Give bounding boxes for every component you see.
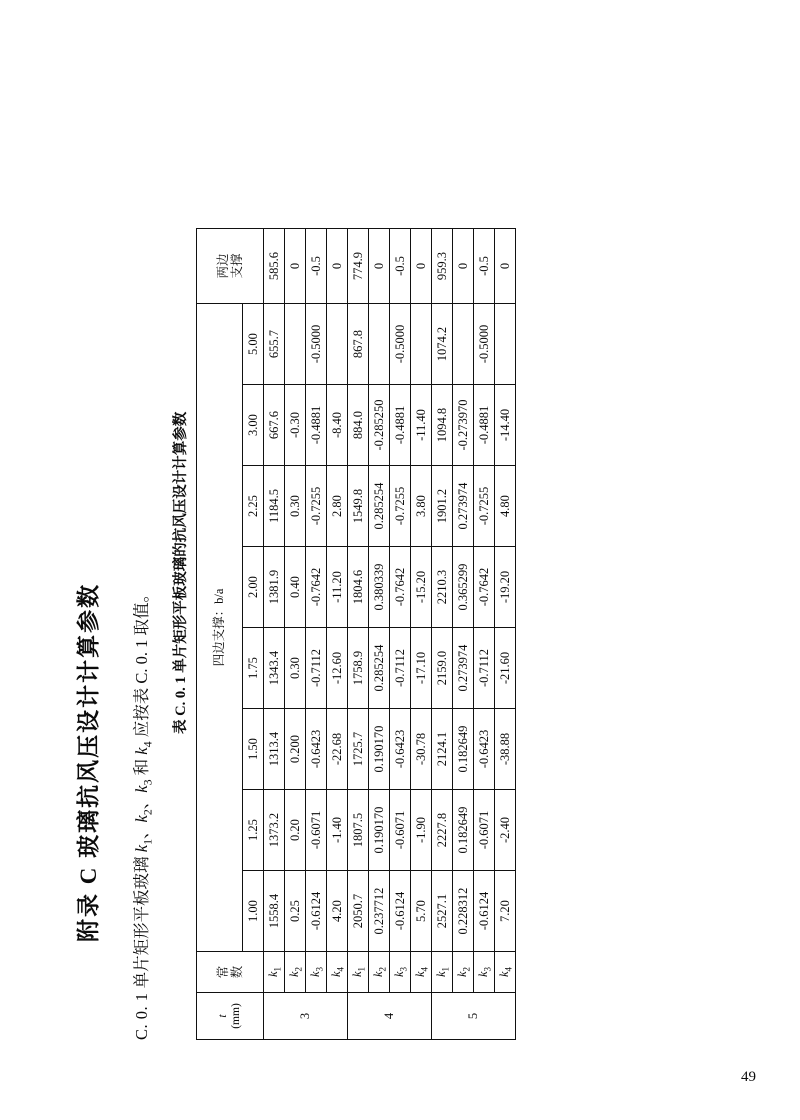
table-row [453, 229, 474, 1040]
symbol-k3: $k_3$ [132, 779, 155, 793]
cell-value: -0.6071 [306, 790, 327, 871]
cell-value: -1.90 [411, 790, 432, 871]
parameters-table-wrap [196, 228, 516, 1040]
cell-value: -0.7255 [390, 466, 411, 547]
cell-value: 0.285254 [369, 628, 390, 709]
cell-constant: $k_4$ [327, 952, 348, 993]
cell-constant: $k_3$ [474, 952, 495, 993]
header-ratio-7: 3.00 [243, 385, 264, 466]
cell-value: 0.25 [285, 871, 306, 952]
cell-value: 0.182649 [453, 790, 474, 871]
parameters-table [196, 228, 516, 1040]
cell-value: -38.88 [495, 709, 516, 790]
cell-value: 0.190170 [369, 790, 390, 871]
cell-value: 1549.8 [348, 466, 369, 547]
header-ratio-2: 1.25 [243, 790, 264, 871]
cell-value: 1807.5 [348, 790, 369, 871]
cell-value: 2.80 [327, 466, 348, 547]
cell-value: -0.7642 [474, 547, 495, 628]
cell-value [411, 304, 432, 385]
cell-value: -17.10 [411, 628, 432, 709]
cell-thickness: 4 [348, 993, 432, 1040]
appendix-title: 附录 C 玻璃抗风压设计计算参数 [76, 582, 101, 942]
cell-value: 884.0 [348, 385, 369, 466]
table-row [348, 229, 369, 1040]
cell-value: 1758.9 [348, 628, 369, 709]
cell-value: -0.6423 [306, 709, 327, 790]
cell-value: -0.7112 [390, 628, 411, 709]
cell-value: 1381.9 [264, 547, 285, 628]
cell-constant: $k_3$ [390, 952, 411, 993]
table-caption: 表 C. 0. 1 单片矩形平板玻璃的抗风压设计计算参数 [173, 411, 189, 734]
header-ratio-5: 2.00 [243, 547, 264, 628]
cell-value: -30.78 [411, 709, 432, 790]
cell-value: 0.273974 [453, 628, 474, 709]
cell-value: 0.190170 [369, 709, 390, 790]
header-ratio-1: 1.00 [243, 871, 264, 952]
cell-value: -0.7642 [390, 547, 411, 628]
cell-constant: $k_2$ [369, 952, 390, 993]
table-header-row-1 [197, 229, 243, 1040]
cell-constant: $k_4$ [495, 952, 516, 993]
cell-value: -1.40 [327, 790, 348, 871]
section-conjunction: 和 [132, 754, 151, 780]
header-thickness: t (mm) [197, 993, 264, 1040]
table-row [285, 229, 306, 1040]
cell-value: -11.40 [411, 385, 432, 466]
cell-value: 0.273974 [453, 466, 474, 547]
cell-value: -0.273970 [453, 385, 474, 466]
section-separator-2: 、 [132, 792, 151, 810]
cell-value: 655.7 [264, 304, 285, 385]
cell-value: -0.4881 [306, 385, 327, 466]
table-row [495, 229, 516, 1040]
cell-value: 1184.5 [264, 466, 285, 547]
cell-value: 2527.1 [432, 871, 453, 952]
cell-value: 5.70 [411, 871, 432, 952]
cell-value: 667.6 [264, 385, 285, 466]
cell-value: 2227.8 [432, 790, 453, 871]
cell-value: -0.5000 [306, 304, 327, 385]
cell-value: 0.40 [285, 547, 306, 628]
cell-value: 1343.4 [264, 628, 285, 709]
cell-constant: $k_2$ [453, 952, 474, 993]
cell-constant: $k_1$ [348, 952, 369, 993]
cell-thickness: 3 [264, 993, 348, 1040]
cell-value: 0.380339 [369, 547, 390, 628]
cell-value: -0.5000 [390, 304, 411, 385]
cell-value: -0.6124 [306, 871, 327, 952]
page-content [50, 60, 750, 1060]
cell-value: 1804.6 [348, 547, 369, 628]
table-row [411, 229, 432, 1040]
table-row [264, 229, 285, 1040]
cell-value: -8.40 [327, 385, 348, 466]
table-row [369, 229, 390, 1040]
cell-value: 1725.7 [348, 709, 369, 790]
cell-two-side-value: 959.3 [432, 229, 453, 304]
cell-two-side-value: 0 [327, 229, 348, 304]
cell-value: 0.30 [285, 628, 306, 709]
cell-two-side-value: 0 [411, 229, 432, 304]
cell-value: 1313.4 [264, 709, 285, 790]
cell-constant: $k_4$ [411, 952, 432, 993]
cell-value: -0.7112 [306, 628, 327, 709]
section-heading [128, 586, 155, 1040]
cell-value: -0.30 [285, 385, 306, 466]
header-four-side-support: 四边支撑：b/a [197, 304, 243, 952]
cell-value: -2.40 [495, 790, 516, 871]
cell-value: -0.7255 [306, 466, 327, 547]
cell-value: 2210.3 [432, 547, 453, 628]
cell-value: 4.80 [495, 466, 516, 547]
cell-value: -0.6423 [390, 709, 411, 790]
cell-value: -14.40 [495, 385, 516, 466]
cell-value: -0.7112 [474, 628, 495, 709]
cell-value: 2124.1 [432, 709, 453, 790]
symbol-k4: $k_4$ [132, 741, 155, 755]
cell-value: -0.6423 [474, 709, 495, 790]
header-ratio-3: 1.50 [243, 709, 264, 790]
cell-value: 0.30 [285, 466, 306, 547]
table-body [264, 229, 516, 1040]
cell-value: 0.237712 [369, 871, 390, 952]
section-number: C. 0. 1 [132, 992, 151, 1040]
cell-constant: $k_1$ [432, 952, 453, 993]
table-head [197, 229, 264, 1040]
table-header-row-2 [243, 229, 264, 1040]
cell-value: 1074.2 [432, 304, 453, 385]
cell-constant: $k_3$ [306, 952, 327, 993]
symbol-k2: $k_2$ [132, 809, 155, 823]
cell-value: -0.6071 [390, 790, 411, 871]
table-row [390, 229, 411, 1040]
cell-value [369, 304, 390, 385]
cell-two-side-value: -0.5 [390, 229, 411, 304]
cell-value: 4.20 [327, 871, 348, 952]
header-ratio-6: 2.25 [243, 466, 264, 547]
cell-value: 1901.2 [432, 466, 453, 547]
cell-value [285, 304, 306, 385]
cell-thickness: 5 [432, 993, 516, 1040]
symbol-k1: $k_1$ [132, 838, 155, 853]
cell-value: 0.285254 [369, 466, 390, 547]
cell-two-side-value: -0.5 [474, 229, 495, 304]
cell-value: 0.20 [285, 790, 306, 871]
header-ratio-8: 5.00 [243, 304, 264, 385]
cell-two-side-value: -0.5 [306, 229, 327, 304]
cell-value: -0.7255 [474, 466, 495, 547]
page-number: 49 [741, 1069, 756, 1085]
cell-value [495, 304, 516, 385]
cell-value: -22.68 [327, 709, 348, 790]
cell-value [327, 304, 348, 385]
cell-value: -0.7642 [306, 547, 327, 628]
cell-value: 1094.8 [432, 385, 453, 466]
cell-value: -0.285250 [369, 385, 390, 466]
cell-value: -0.6124 [474, 871, 495, 952]
cell-value: 0.200 [285, 709, 306, 790]
cell-value: 3.80 [411, 466, 432, 547]
cell-value: -0.5000 [474, 304, 495, 385]
table-row [306, 229, 327, 1040]
table-row [432, 229, 453, 1040]
section-separator-1: 、 [132, 822, 151, 839]
cell-two-side-value: 0 [285, 229, 306, 304]
header-constant: 常 数 [197, 952, 264, 993]
cell-value [453, 304, 474, 385]
header-ratio-4: 1.75 [243, 628, 264, 709]
cell-value: -0.4881 [474, 385, 495, 466]
cell-two-side-value: 774.9 [348, 229, 369, 304]
cell-constant: $k_2$ [285, 952, 306, 993]
cell-value: 1373.2 [264, 790, 285, 871]
cell-value: 0.228312 [453, 871, 474, 952]
cell-value: 867.8 [348, 304, 369, 385]
cell-value: -0.4881 [390, 385, 411, 466]
cell-value: 0.365299 [453, 547, 474, 628]
cell-two-side-value: 0 [495, 229, 516, 304]
cell-value: 0.182649 [453, 709, 474, 790]
cell-value: -11.20 [327, 547, 348, 628]
cell-value: -12.60 [327, 628, 348, 709]
section-text-part2: 应按表 C. 0. 1 取值。 [132, 586, 151, 742]
cell-value: 2050.7 [348, 871, 369, 952]
cell-value: -0.6124 [390, 871, 411, 952]
cell-value: -21.60 [495, 628, 516, 709]
cell-two-side-value: 0 [453, 229, 474, 304]
cell-value: 1558.4 [264, 871, 285, 952]
cell-value: -19.20 [495, 547, 516, 628]
table-row [474, 229, 495, 1040]
section-text-part1: 单片矩形平板玻璃 [132, 852, 151, 989]
cell-two-side-value: 0 [369, 229, 390, 304]
cell-value: -0.6071 [474, 790, 495, 871]
cell-two-side-value: 585.6 [264, 229, 285, 304]
header-two-side-support: 两边 支撑 [197, 229, 264, 304]
table-row [327, 229, 348, 1040]
cell-value: -15.20 [411, 547, 432, 628]
cell-constant: $k_1$ [264, 952, 285, 993]
cell-value: 7.20 [495, 871, 516, 952]
cell-value: 2159.0 [432, 628, 453, 709]
